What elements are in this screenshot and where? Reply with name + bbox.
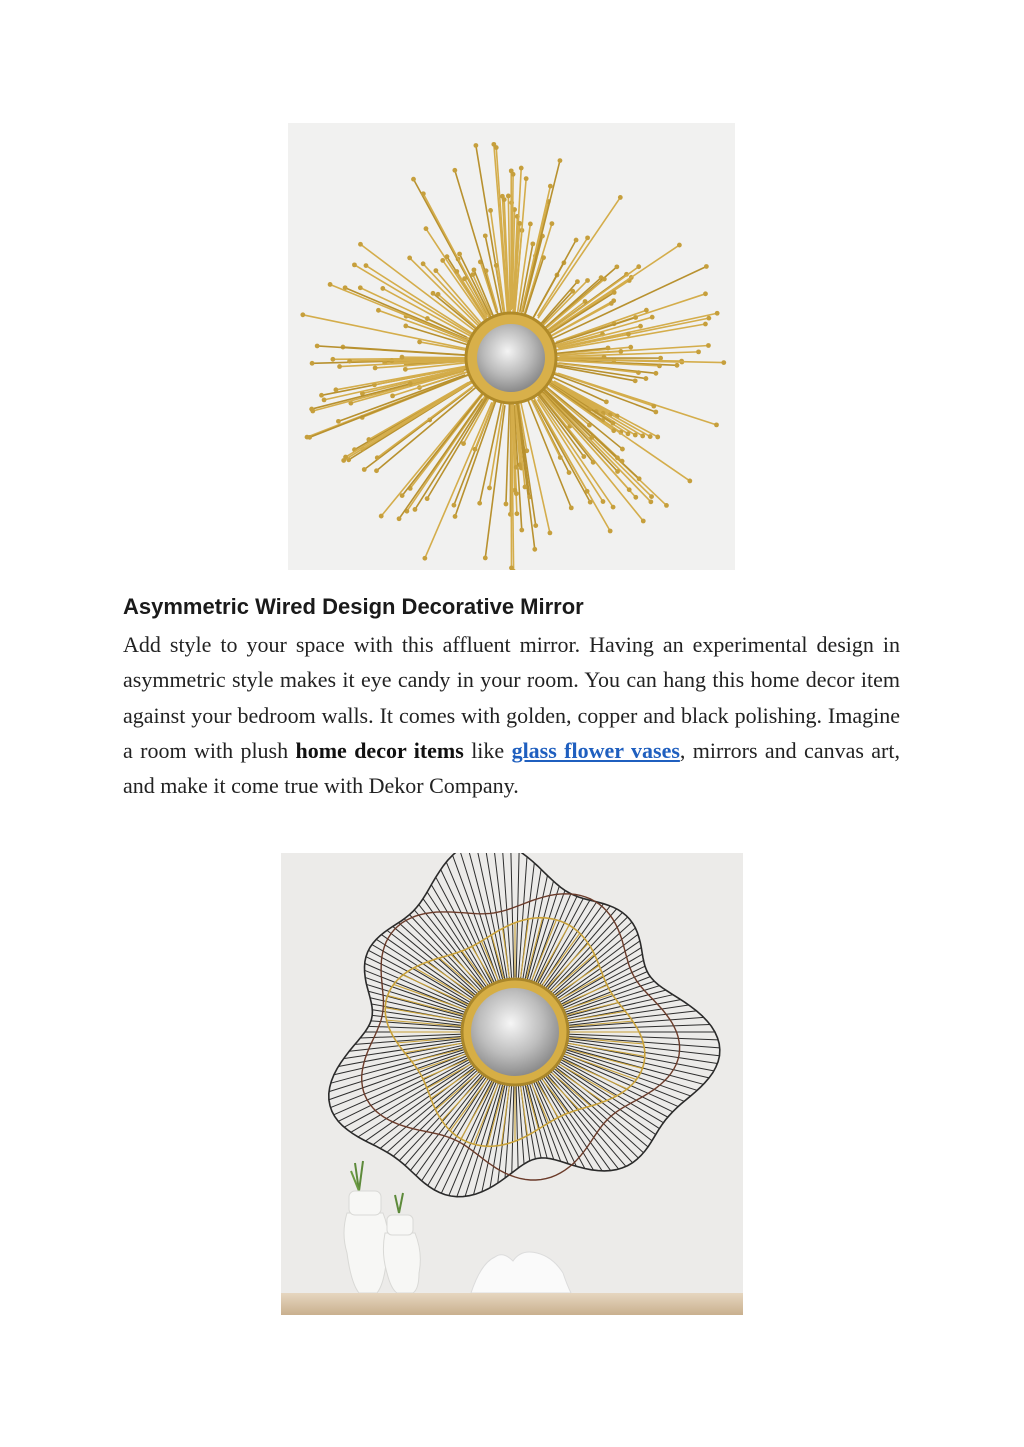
gold-bead [376, 308, 381, 313]
gold-bead [615, 469, 620, 474]
gold-bead [558, 455, 563, 460]
black-wire [516, 853, 519, 980]
gold-bead [609, 301, 614, 306]
black-wire [414, 910, 483, 991]
gold-bead [649, 494, 654, 499]
gold-bead [533, 523, 538, 528]
gold-bead [364, 263, 369, 268]
gold-bead [587, 423, 592, 428]
gold-bead [333, 387, 338, 392]
gold-bead [417, 340, 422, 345]
gold-bead [655, 435, 660, 440]
gold-bead [633, 378, 638, 383]
gold-bead [483, 556, 488, 561]
gold-bead [374, 468, 379, 473]
gold-bead [523, 485, 528, 490]
gold-bead [541, 255, 546, 260]
gold-bead [524, 176, 529, 181]
gold-bead [657, 363, 662, 368]
gold-bead [502, 197, 507, 202]
black-wire [512, 1084, 514, 1173]
gold-bead [440, 258, 445, 263]
gold-bead [706, 316, 711, 321]
gold-bead [687, 479, 692, 484]
gold-bead [504, 502, 509, 507]
gold-bead [620, 459, 625, 464]
gold-bead [548, 530, 553, 535]
gold-bead [484, 268, 489, 273]
gold-bead [636, 264, 641, 269]
gold-bead [473, 143, 478, 148]
gold-wire-ray [506, 404, 509, 504]
gold-bead [343, 455, 348, 460]
gold-bead [611, 421, 616, 426]
flower-mirror-illustration [281, 853, 743, 1315]
gold-bead [431, 291, 436, 296]
gold-bead [397, 516, 402, 521]
gold-bead [352, 262, 357, 267]
gold-bead [519, 166, 524, 171]
vase-left [344, 1161, 388, 1293]
gold-bead [530, 241, 535, 246]
gold-bead [300, 312, 305, 317]
gold-wire-ray [346, 381, 474, 457]
gold-bead [453, 514, 458, 519]
gold-bead [608, 529, 613, 534]
black-wire [564, 986, 659, 1015]
gold-bead [511, 172, 516, 177]
black-wire [535, 1080, 576, 1166]
black-wire [505, 1084, 512, 1178]
gold-bead [602, 277, 607, 282]
coral-sculpture [471, 1252, 571, 1293]
gold-bead [487, 486, 492, 491]
black-wire [518, 1084, 524, 1164]
gold-bead [644, 376, 649, 381]
gold-bead [658, 356, 663, 361]
gold-bead [375, 455, 380, 460]
black-wire [559, 960, 643, 1005]
gold-bead [585, 278, 590, 283]
gold-bead [336, 419, 341, 424]
gold-bead [653, 410, 658, 415]
gold-bead [615, 455, 620, 460]
gold-bead [422, 556, 427, 561]
black-wire [551, 1069, 643, 1153]
gold-bead [703, 291, 708, 296]
gold-bead [472, 267, 477, 272]
product-description [123, 627, 900, 803]
gold-bead [310, 361, 315, 366]
gold-bead [704, 264, 709, 269]
gold-bead [703, 322, 708, 327]
gold-bead [628, 345, 633, 350]
gold-bead [309, 407, 314, 412]
gold-bead [358, 242, 363, 247]
sunburst-mirror-illustration [288, 123, 735, 570]
gold-bead [483, 233, 488, 238]
gold-bead [390, 393, 395, 398]
black-wire [565, 1045, 709, 1078]
gold-bead [569, 505, 574, 510]
gold-bead [606, 346, 611, 351]
gold-bead [411, 177, 416, 182]
gold-bead [380, 286, 385, 291]
gold-bead [588, 500, 593, 505]
gold-bead [494, 145, 499, 150]
gold-bead [602, 355, 607, 360]
gold-bead [454, 269, 459, 274]
gold-bead [330, 357, 335, 362]
gold-bead [337, 364, 342, 369]
gold-bead [373, 366, 378, 371]
gold-bead [379, 514, 384, 519]
gold-bead [633, 433, 638, 438]
gold-bead [654, 371, 659, 376]
gold-wire [487, 1086, 503, 1146]
gold-bead [514, 465, 519, 470]
gold-bead [407, 256, 412, 261]
gold-bead [457, 252, 462, 257]
gold-bead [575, 279, 580, 284]
gold-bead [488, 208, 493, 213]
black-wire [516, 1084, 518, 1168]
gold-bead [403, 367, 408, 372]
gold-bead [528, 221, 533, 226]
gold-bead [445, 254, 450, 259]
gold-bead [633, 315, 638, 320]
gold-bead [433, 268, 438, 273]
gold-bead [706, 343, 711, 348]
black-wire [460, 853, 501, 982]
gold-bead [636, 370, 641, 375]
flower-mirror-image [281, 853, 743, 1315]
gold-bead [585, 489, 590, 494]
console-table [281, 1293, 743, 1315]
gold-bead [315, 344, 320, 349]
gold-bead [408, 381, 413, 386]
gold-bead [611, 505, 616, 510]
gold-bead [633, 495, 638, 500]
gold-bead [614, 264, 619, 269]
gold-bead [715, 311, 720, 316]
gold-wire-ray [366, 266, 474, 335]
gold-bead [585, 235, 590, 240]
gold-bead [322, 398, 327, 403]
gold-bead [532, 547, 537, 552]
gold-bead [452, 168, 457, 173]
gold-bead [648, 499, 653, 504]
gold-bead [612, 290, 617, 295]
gold-bead [421, 261, 426, 266]
gold-bead [589, 435, 594, 440]
gold-bead [664, 503, 669, 508]
product-heading: Asymmetric Wired Design Decorative Mirror [123, 594, 584, 619]
gold-bead [328, 282, 333, 287]
gold-bead [626, 332, 631, 337]
gold-bead [651, 404, 656, 409]
gold-bead [400, 493, 405, 498]
gold-bead [549, 221, 554, 226]
gold-bead [620, 447, 625, 452]
gold-bead [650, 315, 655, 320]
gold-bead [626, 431, 631, 436]
gold-bead [436, 292, 441, 297]
gold-bead [641, 519, 646, 524]
gold-bead [494, 263, 499, 268]
gold-bead [403, 324, 408, 329]
gold-bead [362, 467, 367, 472]
gold-bead [581, 454, 586, 459]
black-wire [381, 935, 474, 1000]
gold-bead [347, 359, 352, 364]
gold-bead [425, 316, 430, 321]
description-text-2: like [463, 737, 512, 763]
gold-bead [452, 503, 457, 508]
gold-wire [556, 965, 599, 995]
gold-bead [400, 355, 405, 360]
description-text-1: Add style to your space with this affluent mirror. Having an experimental design in asymmetric style makes it eye candy in your room. You can hang this home decor item against your bedroom walls. It comes with golden, copper and black polishing. Imagine a room with plush [123, 632, 900, 763]
gold-bead [307, 435, 312, 440]
gold-bead [591, 460, 596, 465]
black-wire [546, 909, 616, 991]
gold-wire-ray [402, 357, 465, 358]
gold-bead [413, 507, 418, 512]
gold-bead [424, 226, 429, 231]
gold-bead [611, 428, 616, 433]
gold-bead [506, 194, 511, 199]
gold-bead [721, 360, 726, 365]
gold-bead [319, 393, 324, 398]
gold-wire-ray [317, 346, 467, 355]
vase-right [383, 1193, 420, 1293]
gold-bead [574, 238, 579, 243]
sunburst-mirror-image [288, 123, 735, 570]
bold-keyword: home decor items [295, 737, 464, 763]
gold-bead [358, 285, 363, 290]
gold-bead [514, 511, 519, 516]
gold-bead [462, 276, 467, 281]
description-text-3: , mirrors and canvas art, and make it come true with Dekor Company. [123, 737, 900, 799]
gold-bead [675, 363, 680, 368]
gold-bead [648, 434, 653, 439]
gold-bead [558, 158, 563, 163]
gold-bead [714, 422, 719, 427]
gold-bead [640, 434, 645, 439]
gold-bead [644, 308, 649, 313]
gold-bead [696, 349, 701, 354]
mirror-glass [471, 988, 559, 1076]
glass-flower-vases-link[interactable]: glass flower vases [511, 737, 680, 763]
gold-bead [627, 487, 632, 492]
gold-bead [618, 195, 623, 200]
black-wire [410, 1075, 485, 1171]
gold-bead [519, 528, 524, 533]
gold-bead [425, 496, 430, 501]
gold-bead [421, 191, 426, 196]
black-wire [409, 915, 481, 992]
gold-bead [567, 470, 572, 475]
gold-bead [677, 243, 682, 248]
mirror-glass [477, 324, 545, 392]
black-wire [511, 853, 514, 980]
gold-bead [618, 349, 623, 354]
gold-bead [638, 324, 643, 329]
gold-bead [604, 399, 609, 404]
gold-bead [477, 501, 482, 506]
gold-bead [637, 476, 642, 481]
gold-bead [548, 184, 553, 189]
black-wire [535, 896, 577, 984]
gold-bead [601, 499, 606, 504]
